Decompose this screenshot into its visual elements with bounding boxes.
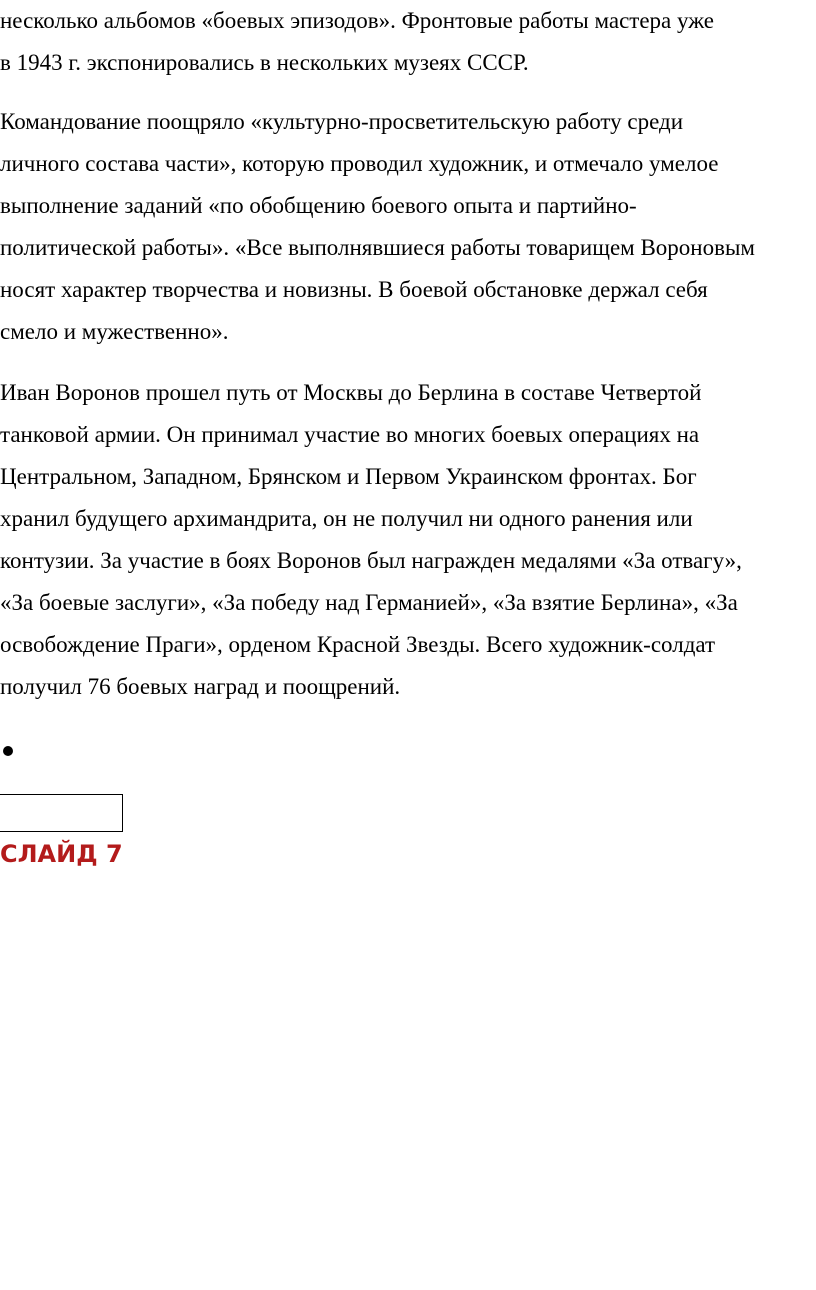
text-line: освобождение Праги», орденом Красной Звезды. Всего художник-солдат [0, 632, 716, 657]
paragraph-3 [0, 372, 816, 708]
text-line: выполнение заданий «по обобщению боевого опыта и партийно- [0, 193, 637, 218]
text-line: смело и мужественно». [0, 319, 229, 344]
text-line: получил 76 боевых наград и поощрений. [0, 674, 401, 699]
text-line: хранил будущего архимандрита, он не получил ни одного ранения или [0, 506, 693, 531]
text-line: политической работы». «Все выполнявшиеся работы товарищем Вороновым [0, 235, 755, 260]
slide-label: СЛАЙД 7 [0, 840, 123, 868]
text-line: контузии. За участие в боях Воронов был награжден медалями «За отвагу», [0, 548, 742, 573]
text-line: Иван Воронов прошел путь от Москвы до Берлина в составе Четвертой [0, 380, 702, 405]
paragraph-1 [0, 0, 816, 84]
text-line: танковой армии. Он принимал участие во многих боевых операциях на [0, 422, 700, 447]
text-line: в 1943 г. экспонировались в нескольких музеях СССР. [0, 50, 529, 75]
text-line: личного состава части», которую проводил художник, и отмечало умелое [0, 151, 719, 176]
text-line: Командование поощряло «культурно-просветительскую работу среди [0, 109, 684, 134]
text-line: несколько альбомов «боевых эпизодов». Фронтовые работы мастера уже [0, 8, 715, 33]
text-line: носят характер творчества и новизны. В боевой обстановке держал себя [0, 277, 708, 302]
bullet-point-icon [3, 746, 13, 756]
empty-box-field [0, 794, 123, 832]
text-line: Центральном, Западном, Брянском и Первом Украинском фронтах. Бог [0, 464, 697, 489]
paragraph-2 [0, 101, 816, 353]
text-line: «За боевые заслуги», «За победу над Германией», «За взятие Берлина», «За [0, 590, 738, 615]
